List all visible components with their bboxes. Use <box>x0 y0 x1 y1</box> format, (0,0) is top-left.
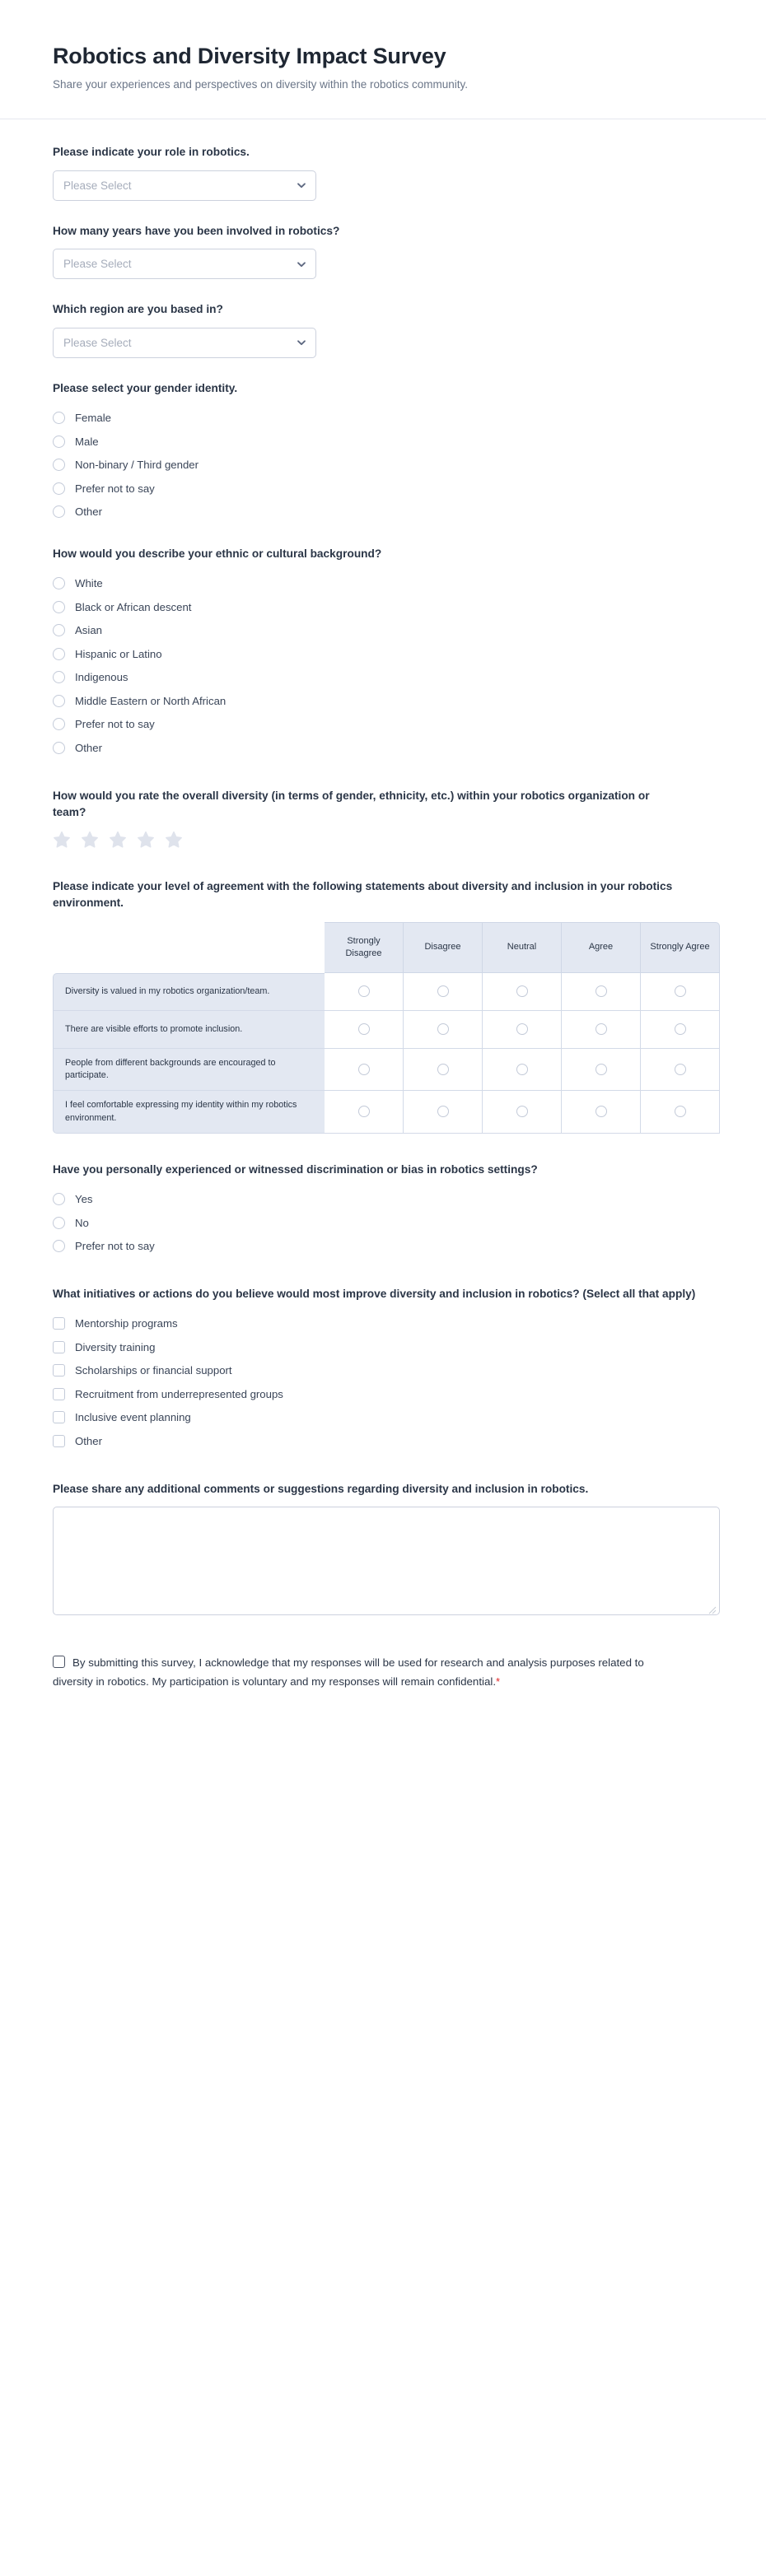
matrix-column-header: Agree <box>562 922 641 973</box>
question-discrimination <box>53 1162 713 1258</box>
question-initiatives <box>53 1286 713 1453</box>
initiatives-options <box>53 1312 713 1453</box>
matrix-column-header: Neutral <box>483 922 562 973</box>
star-rating[interactable] <box>53 831 713 849</box>
matrix-cell[interactable] <box>641 1011 720 1049</box>
radio-icon[interactable] <box>437 1064 449 1075</box>
radio-option[interactable] <box>53 1235 713 1259</box>
checkbox-option-label: Mentorship programs <box>75 1317 178 1330</box>
question-years-label: How many years have you been involved in robotics? <box>53 224 340 237</box>
question-years <box>53 223 713 280</box>
star-icon[interactable] <box>137 831 155 849</box>
matrix-cell[interactable] <box>641 973 720 1011</box>
matrix-cell[interactable] <box>562 1091 641 1134</box>
radio-icon[interactable] <box>516 1023 528 1035</box>
radio-option-label: Other <box>75 741 102 754</box>
radio-icon[interactable] <box>53 624 65 636</box>
consent-block <box>53 1653 662 1692</box>
matrix-row <box>53 1049 720 1092</box>
radio-icon[interactable] <box>358 1023 370 1035</box>
radio-option[interactable] <box>53 713 713 737</box>
radio-icon[interactable] <box>53 695 65 707</box>
checkbox-option[interactable] <box>53 1406 713 1430</box>
radio-icon[interactable] <box>516 1064 528 1075</box>
matrix-row <box>53 973 720 1011</box>
radio-icon[interactable] <box>53 1193 65 1205</box>
form-header <box>0 0 766 119</box>
star-icon[interactable] <box>53 831 71 849</box>
radio-icon[interactable] <box>358 1106 370 1117</box>
matrix-cell[interactable] <box>325 1049 404 1092</box>
radio-icon[interactable] <box>53 601 65 613</box>
matrix-cell[interactable] <box>483 1049 562 1092</box>
comments-textarea[interactable] <box>53 1507 720 1615</box>
matrix-column-header: Strongly Agree <box>641 922 720 973</box>
checkbox-option[interactable] <box>53 1312 713 1336</box>
radio-icon[interactable] <box>53 718 65 730</box>
matrix-cell[interactable] <box>641 1049 720 1092</box>
radio-icon[interactable] <box>675 1106 686 1117</box>
radio-option-label: Hispanic or Latino <box>75 647 162 660</box>
matrix-cell[interactable] <box>562 973 641 1011</box>
role-select-value[interactable]: Please Select <box>53 170 316 201</box>
radio-icon[interactable] <box>53 1240 65 1252</box>
checkbox-option[interactable] <box>53 1359 713 1383</box>
region-select[interactable] <box>53 328 316 358</box>
radio-option-label: Other <box>75 505 102 519</box>
matrix-cell[interactable] <box>404 973 483 1011</box>
question-ethnicity <box>53 546 713 760</box>
question-rating-label: How would you rate the overall diversity (in terms of gender, ethnicity, etc.) within your robotics organization or team? <box>53 789 650 819</box>
question-ethnicity-label: How would you describe your ethnic or cultural background? <box>53 547 382 560</box>
matrix-corner-cell <box>53 922 325 973</box>
gender-options <box>53 407 713 524</box>
matrix-cell[interactable] <box>325 973 404 1011</box>
radio-icon[interactable] <box>516 985 528 997</box>
matrix-row-label: There are visible efforts to promote inclusion. <box>53 1011 325 1049</box>
question-matrix <box>53 878 713 1134</box>
question-discrimination-label: Have you personally experienced or witnessed discrimination or bias in robotics settings? <box>53 1163 538 1176</box>
radio-icon[interactable] <box>53 671 65 683</box>
matrix-cell[interactable] <box>404 1011 483 1049</box>
matrix-cell[interactable] <box>483 1011 562 1049</box>
question-rating <box>53 788 713 849</box>
radio-option-label: Male <box>75 435 99 448</box>
page-title: Robotics and Diversity Impact Survey <box>53 44 446 68</box>
checkbox-option[interactable] <box>53 1382 713 1406</box>
radio-icon[interactable] <box>437 1106 449 1117</box>
radio-icon[interactable] <box>53 648 65 660</box>
matrix-cell[interactable] <box>562 1049 641 1092</box>
radio-icon[interactable] <box>53 742 65 754</box>
radio-option-label: Indigenous <box>75 671 128 684</box>
matrix-row-label: Diversity is valued in my robotics organization/team. <box>53 973 325 1011</box>
region-select-value[interactable]: Please Select <box>53 328 316 358</box>
matrix-row-label: I feel comfortable expressing my identity within my robotics environment. <box>53 1091 325 1134</box>
radio-icon[interactable] <box>53 482 65 495</box>
radio-option[interactable] <box>53 642 713 666</box>
radio-icon[interactable] <box>596 1023 607 1035</box>
matrix-cell[interactable] <box>483 973 562 1011</box>
radio-option[interactable] <box>53 595 713 619</box>
radio-option-label: Prefer not to say <box>75 718 155 731</box>
matrix-cell[interactable] <box>483 1091 562 1134</box>
radio-option[interactable] <box>53 736 713 760</box>
matrix-column-header: Disagree <box>404 922 483 973</box>
ethnicity-options <box>53 572 713 760</box>
checkbox-icon[interactable] <box>53 1435 65 1447</box>
years-select[interactable] <box>53 249 316 279</box>
form-body <box>0 119 766 1790</box>
question-gender-label: Please select your gender identity. <box>53 381 238 394</box>
radio-option[interactable] <box>53 430 713 454</box>
radio-icon[interactable] <box>437 1023 449 1035</box>
question-gender <box>53 380 713 524</box>
radio-icon[interactable] <box>358 985 370 997</box>
matrix-row-label: People from different backgrounds are encouraged to participate. <box>53 1049 325 1092</box>
likert-matrix <box>53 922 720 1134</box>
matrix-header-row <box>53 922 720 973</box>
resize-handle-icon[interactable] <box>708 1604 717 1612</box>
radio-icon[interactable] <box>53 436 65 448</box>
discrimination-options <box>53 1188 713 1259</box>
years-select-value[interactable]: Please Select <box>53 249 316 279</box>
consent-checkbox-icon[interactable] <box>53 1656 65 1668</box>
question-matrix-label: Please indicate your level of agreement with the following statements about diversity and inclusion in your robotics environment. <box>53 879 673 910</box>
radio-icon[interactable] <box>53 505 65 518</box>
matrix-row <box>53 1011 720 1049</box>
matrix-column-header: Strongly Disagree <box>325 922 404 973</box>
star-icon[interactable] <box>165 831 183 849</box>
checkbox-option-label: Other <box>75 1434 102 1447</box>
radio-option[interactable] <box>53 689 713 713</box>
radio-option-label: Middle Eastern or North African <box>75 694 227 707</box>
matrix-cell[interactable] <box>404 1091 483 1134</box>
radio-option-label: Prefer not to say <box>75 1240 155 1253</box>
question-role <box>53 144 713 201</box>
checkbox-option[interactable] <box>53 1335 713 1359</box>
radio-icon[interactable] <box>596 1106 607 1117</box>
consent-text: By submitting this survey, I acknowledge that my responses will be used for research and analysis purposes related to diversity in robotics. My participation is voluntary and my responses will remain confidential. <box>53 1656 644 1689</box>
page-subtitle: Share your experiences and perspectives on diversity within the robotics community. <box>53 78 468 91</box>
matrix-cell[interactable] <box>325 1091 404 1134</box>
question-comments <box>53 1481 713 1616</box>
matrix-cell[interactable] <box>404 1049 483 1092</box>
required-asterisk: * <box>496 1675 501 1689</box>
checkbox-option-label: Scholarships or financial support <box>75 1364 232 1377</box>
radio-option-label: Black or African descent <box>75 600 192 613</box>
checkbox-icon[interactable] <box>53 1341 65 1353</box>
radio-option[interactable] <box>53 454 713 477</box>
radio-icon[interactable] <box>53 577 65 589</box>
radio-option-label: White <box>75 577 103 590</box>
question-comments-label: Please share any additional comments or suggestions regarding diversity and inclusion in robotics. <box>53 1482 589 1495</box>
radio-option-label: Yes <box>75 1193 93 1206</box>
checkbox-option-label: Inclusive event planning <box>75 1411 191 1424</box>
checkbox-option[interactable] <box>53 1429 713 1453</box>
radio-option[interactable] <box>53 1211 713 1235</box>
radio-icon[interactable] <box>596 1064 607 1075</box>
radio-icon[interactable] <box>53 412 65 424</box>
checkbox-icon[interactable] <box>53 1411 65 1423</box>
radio-icon[interactable] <box>675 1064 686 1075</box>
radio-option-label: Asian <box>75 624 102 637</box>
radio-option[interactable] <box>53 1188 713 1212</box>
matrix-cell[interactable] <box>562 1011 641 1049</box>
question-initiatives-label: What initiatives or actions do you believe would most improve diversity and inclusion in robotics? (Select all that apply) <box>53 1288 696 1301</box>
radio-option-label: Prefer not to say <box>75 482 155 495</box>
checkbox-option-label: Recruitment from underrepresented groups <box>75 1387 283 1400</box>
matrix-cell[interactable] <box>641 1091 720 1134</box>
checkbox-icon[interactable] <box>53 1317 65 1330</box>
checkbox-icon[interactable] <box>53 1388 65 1400</box>
radio-icon[interactable] <box>53 459 65 471</box>
radio-option[interactable] <box>53 619 713 643</box>
question-region <box>53 301 713 358</box>
checkbox-icon[interactable] <box>53 1364 65 1377</box>
role-select[interactable] <box>53 170 316 201</box>
radio-icon[interactable] <box>675 985 686 997</box>
radio-icon[interactable] <box>596 985 607 997</box>
radio-icon[interactable] <box>675 1023 686 1035</box>
radio-option[interactable] <box>53 666 713 690</box>
radio-option[interactable] <box>53 572 713 596</box>
star-icon[interactable] <box>109 831 127 849</box>
radio-option-label: Non-binary / Third gender <box>75 459 199 472</box>
radio-option[interactable] <box>53 407 713 431</box>
star-icon[interactable] <box>81 831 99 849</box>
matrix-cell[interactable] <box>325 1011 404 1049</box>
radio-icon[interactable] <box>53 1217 65 1229</box>
radio-option[interactable] <box>53 501 713 524</box>
checkbox-option-label: Diversity training <box>75 1340 156 1353</box>
radio-option-label: No <box>75 1216 89 1229</box>
radio-icon[interactable] <box>358 1064 370 1075</box>
radio-option[interactable] <box>53 477 713 501</box>
radio-option-label: Female <box>75 412 111 425</box>
question-role-label: Please indicate your role in robotics. <box>53 146 250 159</box>
radio-icon[interactable] <box>437 985 449 997</box>
question-region-label: Which region are you based in? <box>53 303 223 316</box>
matrix-row <box>53 1091 720 1134</box>
radio-icon[interactable] <box>516 1106 528 1117</box>
